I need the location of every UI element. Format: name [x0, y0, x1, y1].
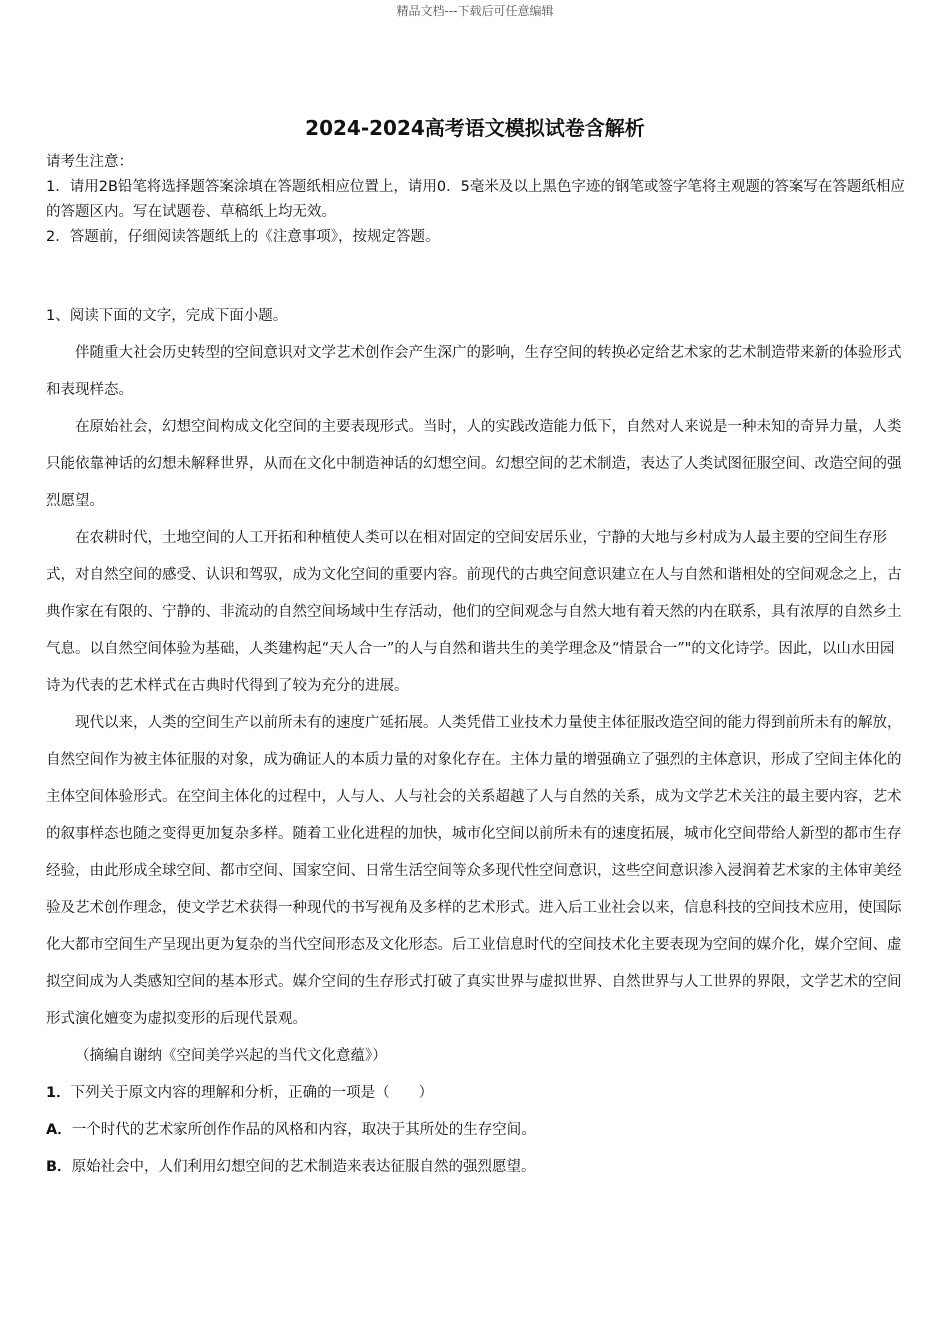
notice-item: 1．请用2B铅笔将选择题答案涂填在答题纸相应位置上，请用0．5毫米及以上黑色字迹的钢笔或签字笔将主观题的答案写在答题纸相应的答题区内。写在试题卷、草稿纸上均无效。 — [46, 179, 905, 220]
passage-paragraph: 在农耕时代，土地空间的人工开拓和种植使人类可以在相对固定的空间安居乐业，宁静的大地与乡村成为人最主要的空间生存形式，对自然空间的感受、认识和驾驭，成为文化空间的重要内容。前现代的古典空间意识建立在人与自然和谐相处的空间观念之上，古典作家在有限的、宁静的、非流动的自然空间场域中生存活动，他们的空间观念与自然大地有着天然的内在联系，具有浓厚的自然乡土气息。以自然空间体验为基础，人类建构起“天人合一”的人与自然和谐共生的美学理念及“情景合一”"的文化诗学。因此，以山水田园诗为代表的艺术样式在古典时代得到了较为充分的进展。 — [46, 530, 902, 694]
reading-section — [46, 298, 906, 1186]
page-title: 2024-2024高考语文模拟试卷含解析 — [305, 116, 645, 140]
notice-item: 2．答题前，仔细阅读答题纸上的《注意事项》，按规定答题。 — [46, 229, 440, 245]
header-note: 精品文档---下载后可任意编辑 — [396, 4, 554, 18]
section-intro: 1、阅读下面的文字，完成下面小题。 — [46, 308, 288, 324]
question-stem — [46, 1075, 906, 1112]
question-text: 下列关于原文内容的理解和分析，正确的一项是（ ） — [70, 1085, 434, 1101]
option-label: B． — [46, 1159, 72, 1175]
passage-paragraph: 现代以来，人类的空间生产以前所未有的速度广延拓展。人类凭借工业技术力量使主体征服改造空间的能力得到前所未有的解放，自然空间作为被主体征服的对象，成为确证人的本质力量的对象化存在。主体力量的增强确立了强烈的主体意识，形成了空间主体化的主体空间体验形式。在空间主体化的过程中，人与人、人与社会的关系超越了人与自然的关系，成为文学艺术关注的最主要内容，艺术的叙事样态也随之变得更加复杂多样。随着工业化进程的加快，城市化空间以前所未有的速度拓展，城市化空间带给人新型的都市生存经验，由此形成全球空间、都市空间、国家空间、日常生活空间等众多现代性空间意识，这些空间意识渗入浸润着艺术家的主体审美经验及艺术创作理念，使文学艺术获得一种现代的书写视角及多样的艺术形式。进入后工业社会以来，信息科技的空间技术应用，使国际化大都市空间生产呈现出更为复杂的当代空间形态及文化形态。后工业信息时代的空间技术化主要表现为空间的媒介化，媒介空间、虚拟空间成为人类感知空间的基本形式。媒介空间的生存形式打破了真实世界与虚拟世界、自然世界与人工世界的界限，文学艺术的空间形式演化嬗变为虚拟变形的后现代景观。 — [46, 715, 902, 1027]
passage-paragraph: 伴随重大社会历史转型的空间意识对文学艺术创作会产生深广的影响，生存空间的转换必定给艺术家的艺术制造带来新的体验形式和表现样态。 — [46, 345, 902, 398]
option-label: A． — [46, 1122, 72, 1138]
option-text: 原始社会中，人们利用幻想空间的艺术制造来表达征服自然的强烈愿望。 — [71, 1159, 536, 1175]
notice-heading: 请考生注意： — [46, 154, 133, 170]
option-text: 一个时代的艺术家所创作作品的风格和内容，取决于其所处的生存空间。 — [71, 1122, 536, 1138]
question-number: 1． — [46, 1085, 71, 1101]
notice-block — [46, 150, 906, 250]
option-a — [46, 1112, 906, 1149]
option-b — [46, 1149, 906, 1186]
passage-source: （摘编自谢纳《空间美学兴起的当代文化意蕴》） — [75, 1048, 387, 1064]
passage-paragraph: 在原始社会，幻想空间构成文化空间的主要表现形式。当时，人的实践改造能力低下，自然对人来说是一种未知的奇异力量，人类只能依靠神话的幻想未解释世界，从而在文化中制造神话的幻想空间。幻想空间的艺术制造，表达了人类试图征服空间、改造空间的强烈愿望。 — [46, 419, 902, 509]
